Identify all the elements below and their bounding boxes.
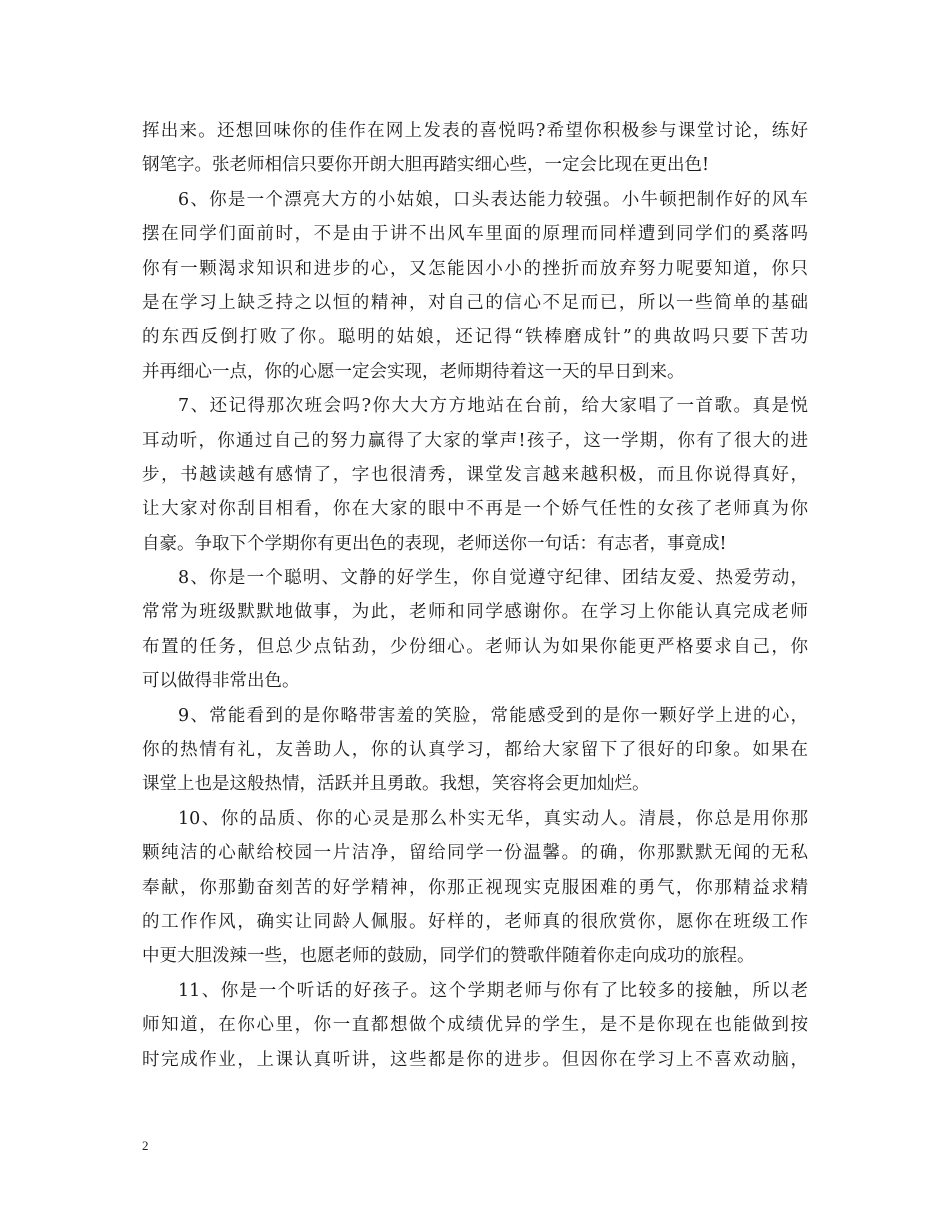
text-line: 你有一颗渴求知识和进步的心，又怎能因小小的挫折而放弃努力呢要知道，你只 bbox=[142, 258, 808, 279]
page-number: 2 bbox=[142, 1138, 149, 1153]
text-line: 并再细心一点，你的心愿一定会实现，老师期待着这一天的早日到来。 bbox=[142, 361, 685, 382]
text-line: 中更大胆泼辣一些，也愿老师的鼓励，同学们的赞歌伴随着你走向成功的旅程。 bbox=[142, 946, 755, 967]
text-line: 挥出来。还想回味你的佳作在网上发表的喜悦吗?希望你积极参与课堂讨论，练好 bbox=[142, 121, 808, 141]
text-line: 是在学习上缺乏持之以恒的精神，对自己的信心不足而已，所以一些简单的基础 bbox=[142, 292, 808, 313]
text-line: 你的热情有礼，友善助人，你的认真学习，都给大家留下了很好的印象。如果在 bbox=[142, 740, 808, 761]
text-line: 奉献，你那勤奋刻苦的好学精神，你那正视现实克服困难的勇气，你那精益求精 bbox=[142, 877, 808, 898]
text-line: 师知道，在你心里，你一直都想做个成绩优异的学生，是不是你现在也能做到按 bbox=[142, 1015, 808, 1036]
text-line: 自豪。争取下个学期你有更出色的表现，老师送你一句话：有志者，事竟成! bbox=[142, 533, 727, 554]
text-line: 常常为班级默默地做事，为此，老师和同学感谢你。在学习上你能认真完成老师 bbox=[142, 602, 808, 623]
text-line: 钢笔字。张老师相信只要你开朗大胆再踏实细心些，一定会比现在更出色! bbox=[142, 155, 710, 176]
paragraph-start-line: 6、你是一个漂亮大方的小姑娘，口头表达能力较强。小牛顿把制作好的风车 bbox=[178, 189, 808, 210]
text-line: 颗纯洁的心献给校园一片洁净，留给同学一份温馨。的确，你那默默无闻的无私 bbox=[142, 843, 808, 864]
text-line: 课堂上也是这般热情，活跃并且勇敢。我想，笑容将会更加灿烂。 bbox=[142, 774, 650, 795]
text-line: 步，书越读越有感情了，字也很清秀，课堂发言越来越积极，而且你说得真好， bbox=[142, 464, 808, 485]
paragraph-start-line: 10、你的品质、你的心灵是那么朴实无华，真实动人。清晨，你总是用你那 bbox=[178, 808, 808, 829]
text-line: 可以做得非常出色。 bbox=[142, 671, 300, 692]
document-body bbox=[142, 114, 808, 1077]
text-line: 让大家对你刮目相看，你在大家的眼中不再是一个娇气任性的女孩了老师真为你 bbox=[142, 499, 808, 520]
text-line: 的工作作风，确实让同龄人佩服。好样的，老师真的很欣赏你，愿你在班级工作 bbox=[142, 911, 808, 932]
text-line: 的东西反倒打败了你。聪明的姑娘，还记得“铁棒磨成针”的典故吗只要下苦功 bbox=[142, 327, 808, 348]
paragraph-start-line: 9、常能看到的是你略带害羞的笑脸，常能感受到的是你一颗好学上进的心， bbox=[178, 705, 808, 726]
paragraph-start-line: 7、还记得那次班会吗?你大大方方地站在台前，给大家唱了一首歌。真是悦 bbox=[178, 396, 808, 417]
text-line: 布置的任务，但总少点钻劲，少份细心。老师认为如果你能更严格要求自己，你 bbox=[142, 636, 808, 657]
text-line: 耳动听，你通过自己的努力赢得了大家的掌声!孩子，这一学期，你有了很大的进 bbox=[142, 430, 808, 451]
text-line: 时完成作业，上课认真听讲，这些都是你的进步。但因你在学习上不喜欢动脑， bbox=[142, 1049, 808, 1070]
paragraph-start-line: 11、你是一个听话的好孩子。这个学期老师与你有了比较多的接触，所以老 bbox=[178, 980, 808, 1001]
text-line: 摆在同学们面前时，不是由于讲不出风车里面的原理而同样遭到同学们的奚落吗 bbox=[142, 224, 808, 245]
paragraph-start-line: 8、你是一个聪明、文静的好学生，你自觉遵守纪律、团结友爱、热爱劳动， bbox=[178, 568, 808, 589]
